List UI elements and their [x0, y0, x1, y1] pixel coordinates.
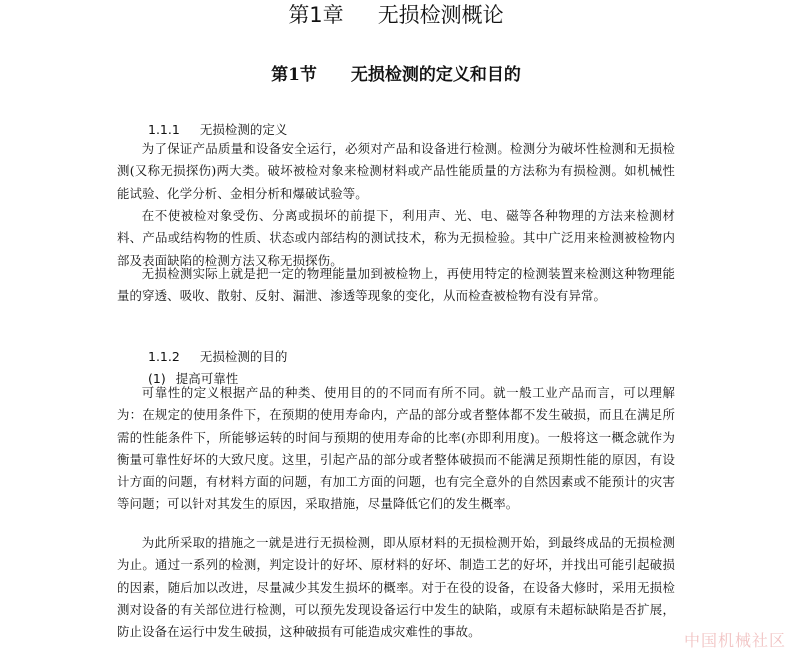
subsection-title: 无损检测的定义	[199, 122, 288, 137]
section-title	[0, 64, 792, 86]
chapter-number: 第1章	[288, 3, 344, 27]
subsection-number: 1.1.2	[148, 349, 180, 364]
paragraph: 为此所采取的措施之一就是进行无损检测，即从原材料的无损检测开始，到最终成品的无损检测为止。通过一系列的检测，判定设计的好坏、原材料的好坏、制造工艺的好坏，并找出可能引起破损的因素，随后加以改进，尽量减少其发生损坏的概率。对于在役的设备，在设备大修时，采用无损检测对设备的有关部位进行检测，可以预先发现设备运行中发生的缺陷，或原有未超标缺陷是否扩展，防止设备在运行中发生破损，这种破损有可能造成灾难性的事故。	[117, 535, 675, 640]
paragraph: 为了保证产品质量和设备安全运行，必须对产品和设备进行检测。检测分为破坏性检测和无损检测(又称无损探伤)两大类。破坏被检对象来检测材料或产品性能质量的方法称为有损检测。如机械性能试验、化学分析、金相分析和爆破试验等。	[117, 141, 675, 201]
subsection-number: 1.1.1	[148, 122, 180, 137]
paragraph: 在不使被检对象受伤、分离或损坏的前提下，利用声、光、电、磁等各种物理的方法来检测材料、产品或结构物的性质、状态或内部结构的测试技术，称为无损检验。其中广泛用来检测被检物内部及表面缺陷的检测方法又称无损探伤。	[117, 208, 675, 268]
section-title-text: 无损检测的定义和目的	[350, 65, 521, 85]
paragraph: 无损检测实际上就是把一定的物理能量加到被检物上，再使用特定的检测装置来检测这种物理能量的穿透、吸收、散射、反射、漏泄、渗透等现象的变化，从而检查被检物有没有异常。	[117, 266, 675, 304]
subsection-heading-1-1-1	[148, 122, 287, 138]
list-item-number: (1)	[148, 371, 166, 386]
section-number: 第1节	[271, 65, 317, 85]
watermark: 中国机械社区	[683, 631, 786, 650]
paragraph: 可靠性的定义根据产品的种类、使用目的的不同而有所不同。就一般工业产品而言，可以理解为：在规定的使用条件下，在预期的使用寿命内，产品的部分或者整体都不发生破损，而且在满足所需的性能条件下，所能够运转的时间与预期的使用寿命的比率(亦即利用度)。一般将这一概念就作为衡量可靠性好坏的大致尺度。这里，引起产品的部分或者整体破损而不能满足预期性能的原因，有设计方面的问题，有材料方面的问题，有加工方面的问题，也有完全意外的自然因素或不能预计的灾害等问题；可以针对其发生的原因，采取措施，尽量降低它们的发生概率。	[117, 385, 675, 512]
subsection-heading-1-1-2	[148, 349, 287, 365]
chapter-title	[0, 2, 792, 28]
subsection-title: 无损检测的目的	[199, 349, 288, 364]
chapter-title-text: 无损检测概论	[377, 3, 504, 27]
list-item-title: 提高可靠性	[175, 371, 239, 386]
